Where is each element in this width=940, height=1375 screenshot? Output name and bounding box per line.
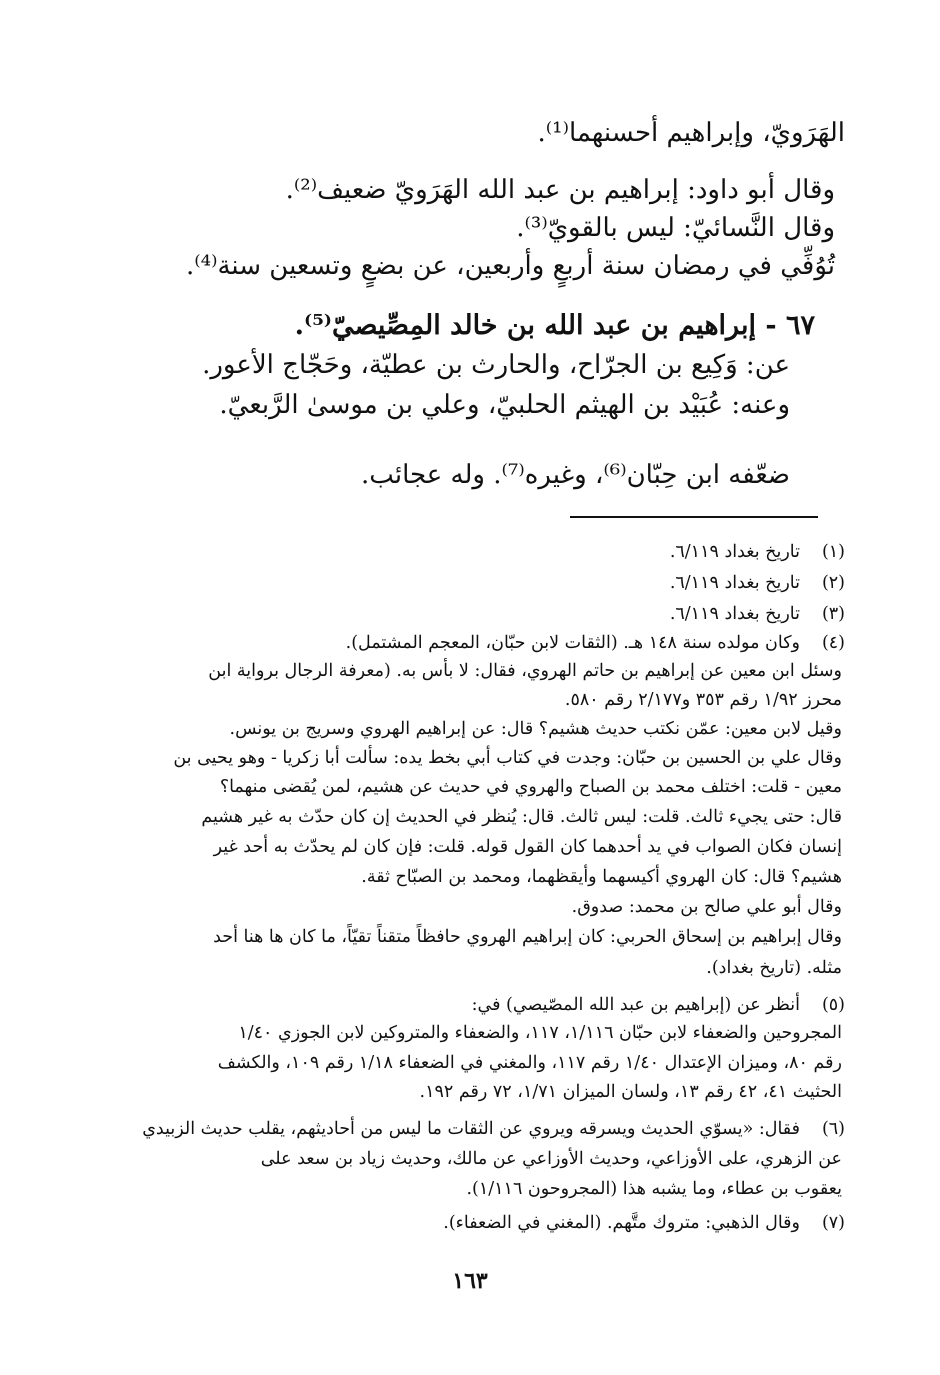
main-text-line: ضعّفه ابن حِبّان⁽⁶⁾، وغيره⁽⁷⁾. وله عجائب. — [361, 460, 790, 490]
footnote-text: تاريخ بغداد ٦/١١٩. — [669, 604, 800, 624]
main-text-line: وقال النَّسائيّ: ليس بالقويّ⁽³⁾. — [516, 213, 835, 243]
footnote-number: (٤) — [821, 633, 845, 653]
footnote-line: معين - قلت: اختلف محمد بن الصباح والهروي في حديث عن هشيم، لمن يُقضى منهما؟ — [219, 777, 842, 797]
footnote-number: (٢) — [821, 573, 845, 593]
footnote-text: تاريخ بغداد ٦/١١٩. — [669, 542, 800, 562]
footnote-number: (٧) — [821, 1213, 845, 1233]
footnote-line: وقال أبو علي صالح بن محمد: صدوق. — [571, 897, 842, 917]
footnote-number: (٥) — [821, 995, 845, 1015]
footnote-number: (٦) — [821, 1119, 845, 1139]
footnote-text: أنظر عن (إبراهيم بن عبد الله المصّيصي) في: — [471, 995, 800, 1015]
main-text-line: الهَرَويّ، وإبراهيم أحسنهما⁽¹⁾. — [537, 118, 845, 148]
footnote-number: (١) — [821, 542, 845, 562]
footnote-line: قال: حتى يجيء ثالث. قلت: ليس ثالث. قال: يُنظر في الحديث إن كان حدّث به غير هشيم — [201, 807, 842, 827]
footnote-line: هشيم؟ قال: كان الهروي أكيسهما وأيقظهما، ومحمد بن الصبّاح ثقة. — [361, 867, 842, 887]
footnote-line: وقال علي بن الحسين بن حبّان: وجدت في كتاب أبي بخط يده: سألت أبا زكريا - وهو يحيى بن — [173, 748, 842, 768]
footnote-line: الحثيث ٤١، ٤٢ رقم ١٣، ولسان الميزان ١/٧١، ٧٢ رقم ١٩٢. — [419, 1082, 842, 1102]
footnote-line: محرز ١/٩٢ رقم ٣٥٣ و٢/١٧٧ رقم ٥٨٠. — [564, 690, 842, 710]
footnote-line: يعقوب بن عطاء، وما يشبه هذا (المجروحون ١/١١٦). — [466, 1179, 842, 1199]
footnote-line: وقيل لابن معين: عمّن نكتب حديث هشيم؟ قال: عن إبراهيم الهروي وسريج بن يونس. — [229, 719, 842, 739]
main-text-line: وعنه: عُبَيْد بن الهيثم الحلبيّ، وعلي بن موسىٰ الرَّبعيّ. — [219, 390, 790, 420]
footnote-line: رقم ٨٠، وميزان الإعتدال ١/٤٠ رقم ١١٧، والمغني في الضعفاء ١/١٨ رقم ١٠٩، والكشف — [217, 1053, 842, 1073]
footnote-line: المجروحين والضعفاء لابن حبّان ١/١١٦، ١١٧، والضعفاء والمتروكين لابن الجوزي ١/٤٠ — [238, 1023, 842, 1043]
footnote-line: إنسان فكان الصواب في يد أحدهما كان القول قوله. قلت: فإن كان لم يحدّث به أحد غير — [213, 837, 842, 857]
entry-heading: ٦٧ - إبراهيم بن عبد الله بن خالد المِصِّيصيّ⁽⁵⁾. — [294, 310, 815, 341]
footnote-line: وقال إبراهيم بن إسحاق الحربي: كان إبراهيم الهروي حافظاً متقناً تقيّاً، ما كان ها هنا أحد — [213, 927, 842, 947]
footnote-text: وقال الذهبي: متروك متَّهم. (المغني في الضعفاء). — [443, 1213, 800, 1233]
page-number: ١٦٣ — [452, 1268, 488, 1294]
footnote-text: تاريخ بغداد ٦/١١٩. — [669, 573, 800, 593]
footnote-separator — [570, 516, 818, 518]
footnote-line: وسئل ابن معين عن إبراهيم بن حاتم الهروي، فقال: لا بأس به. (معرفة الرجال برواية ابن — [208, 661, 842, 681]
main-text-line: عن: وَكِيع بن الجرّاح، والحارث بن عطيّة، وحَجّاج الأعور. — [202, 350, 790, 380]
main-text-line: وقال أبو داود: إبراهيم بن عبد الله الهَرَويّ ضعيف⁽²⁾. — [285, 175, 835, 205]
footnote-text: وكان مولده سنة ١٤٨ هـ. (الثقات لابن حبّان، المعجم المشتمل). — [345, 633, 800, 653]
footnote-line: عن الزهري، على الأوزاعي، وحديث الأوزاعي عن مالك، وحديث زياد بن سعد على — [260, 1149, 842, 1169]
footnote-text: فقال: «يسوّي الحديث ويسرقه ويروي عن الثقات ما ليس من أحاديثهم، يقلب حديث الزبيدي — [142, 1119, 800, 1139]
footnote-line: مثله. (تاريخ بغداد). — [706, 958, 842, 978]
footnote-number: (٣) — [821, 604, 845, 624]
main-text-line: تُوُفِّي في رمضان سنة أربعٍ وأربعين، عن بضعٍ وتسعين سنة⁽⁴⁾. — [185, 251, 835, 281]
